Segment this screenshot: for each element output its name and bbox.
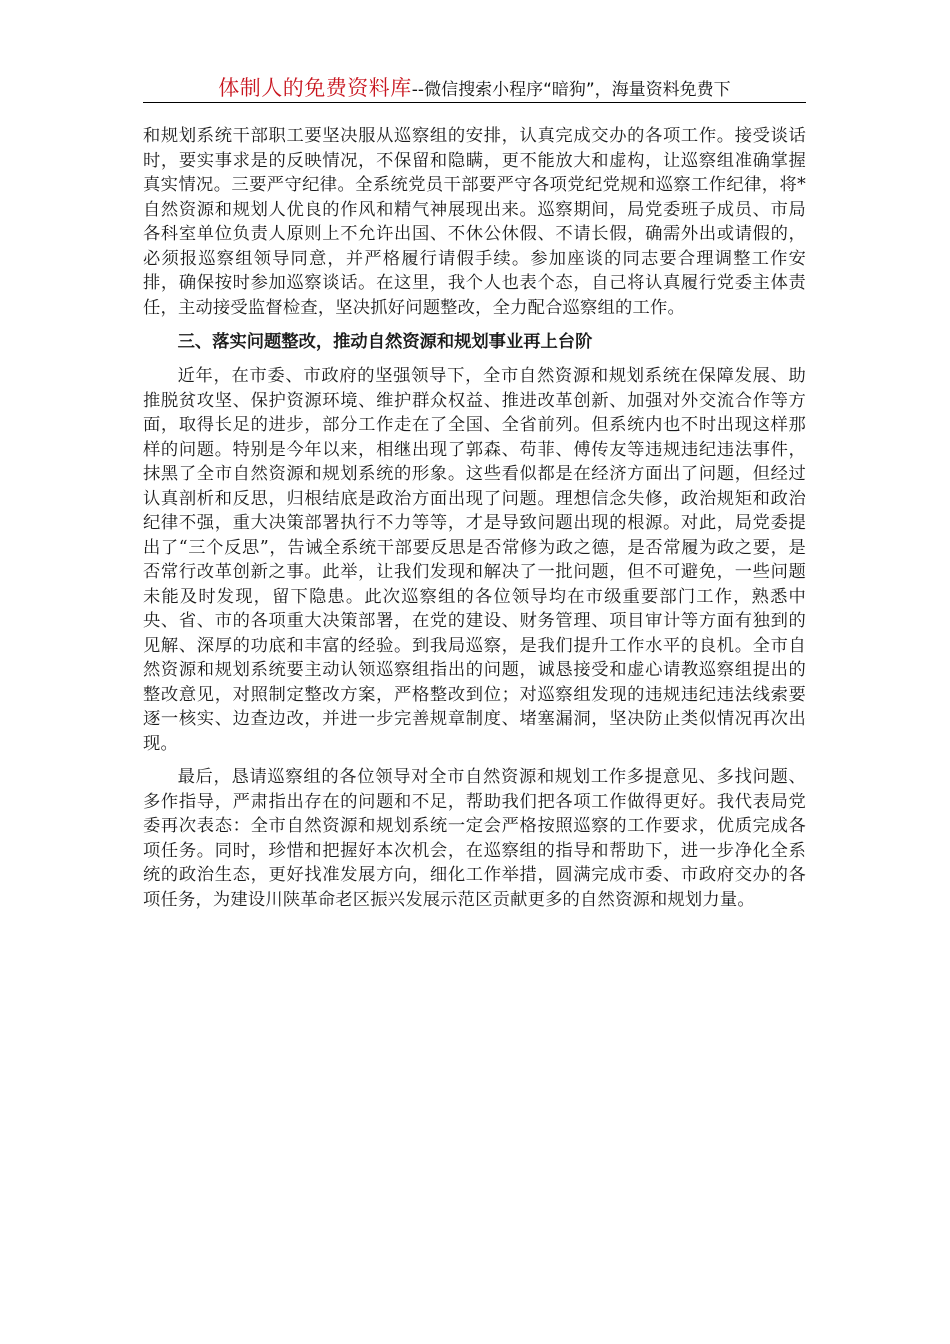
paragraph-continuation: 和规划系统干部职工要坚决服从巡察组的安排，认真完成交办的各项工作。接受谈话时，要实事求是的反映情况，不保留和隐瞒，更不能放大和虚构，让巡察组准确掌握真实情况。三要严守纪律。全系统党员干部要严守各项党纪党规和巡察工作纪律，将*自然资源和规划人优良的作风和精气神展现出来。巡察期间，局党委班子成员、市局各科室单位负责人原则上不允许出国、不休公休假、不请长假，确需外出或请假的，必须报巡察组领导同意，并严格履行请假手续。参加座谈的同志要合理调整工作安排，确保按时参加巡察谈话。在这里，我个人也表个态，自己将认真履行党委主体责任，主动接受监督检查，坚决抓好问题整改，全力配合巡察组的工作。 bbox=[143, 126, 806, 318]
section-heading: 三、落实问题整改，推动自然资源和规划事业再上台阶 bbox=[177, 332, 593, 352]
header-brand: 体制人的免费资料库 bbox=[218, 76, 412, 100]
paragraph-rectification: 近年，在市委、市政府的坚强领导下，全市自然资源和规划系统在保障发展、助推脱贫攻坚、保护资源环境、维护群众权益、推进改革创新、加强对外交流合作等方面，取得长足的进步，部分工作走在了全国、全省前列。但系统内也不时出现这样那样的问题。特别是今年以来，相继出现了郭森、苟菲、傅传友等违规违纪违法事件，抹黑了全市自然资源和规划系统的形象。这些看似都是在经济方面出了问题，但经过认真剖析和反思，归根结底是政治方面出现了问题。理想信念失修，政治规矩和政治纪律不强，重大决策部署执行不力等等，才是导致问题出现的根源。对此，局党委提出了“三个反思”，告诫全系统干部要反思是否常修为政之德，是否常履为政之要，是否常行改革创新之事。此举，让我们发现和解决了一批问题，但不可避免，一些问题未能及时发现，留下隐患。此次巡察组的各位领导均在市级重要部门工作，熟悉中央、省、市的各项重大决策部署，在党的建设、财务管理、项目审计等方面有独到的见解、深厚的功底和丰富的经验。到我局巡察，是我们提升工作水平的良机。全市自然资源和规划系统要主动认领巡察组指出的问题，诚恳接受和虚心请教巡察组提出的整改意见，对照制定整改方案，严格整改到位；对巡察组发现的违规违纪违法线索要逐一核实、边查边改，并进一步完善规章制度、堵塞漏洞，坚决防止类似情况再次出现。 bbox=[143, 366, 806, 754]
header-subtitle: --微信搜索小程序“暗狗”，海量资料免费下 bbox=[411, 80, 731, 100]
document-body bbox=[143, 124, 806, 912]
paragraph-closing: 最后，恳请巡察组的各位领导对全市自然资源和规划工作多提意见、多找问题、多作指导，严肃指出存在的问题和不足，帮助我们把各项工作做得更好。我代表局党委再次表态：全市自然资源和规划系统一定会严格按照巡察的工作要求，优质完成各项任务。同时，珍惜和把握好本次机会，在巡察组的指导和帮助下，进一步净化全系统的政治生态，更好找准发展方向，细化工作举措，圆满完成市委、市政府交办的各项任务，为建设川陕革命老区振兴发展示范区贡献更多的自然资源和规划力量。 bbox=[143, 767, 806, 910]
page-header bbox=[143, 72, 806, 103]
